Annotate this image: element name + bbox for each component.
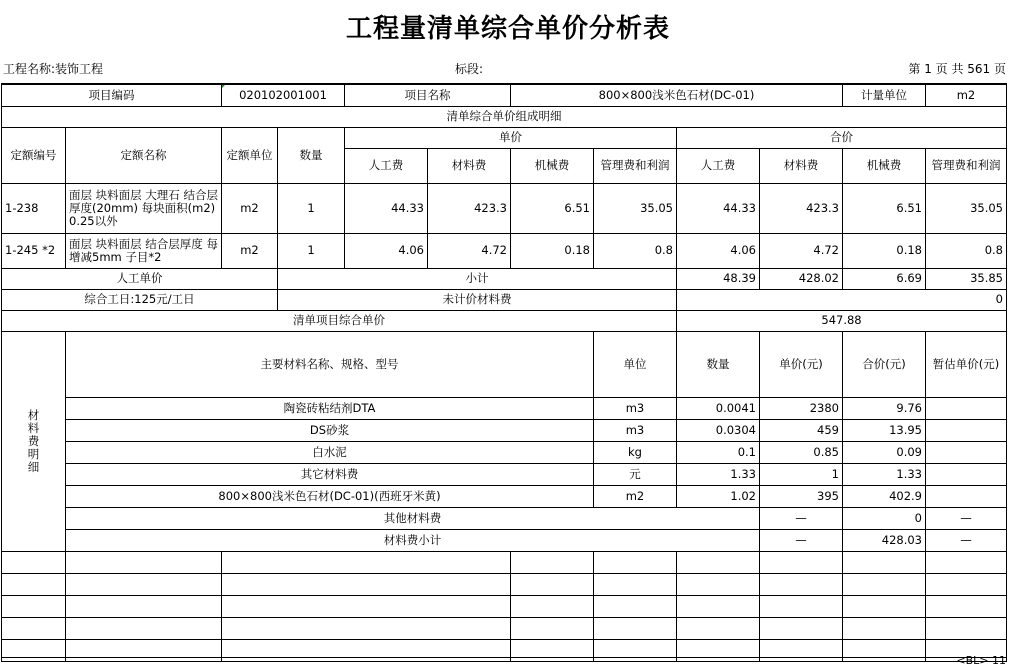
mgmt-total: 35.05 (926, 183, 1007, 233)
labor-header: 人工费 (677, 148, 760, 183)
quantity: 1 (278, 233, 345, 268)
page-info: 第 1 页 共 561 页 (908, 62, 1006, 76)
mgmt-price: 0.8 (594, 233, 677, 268)
material-detail-side-label: 材 料 费 明 细 (2, 331, 66, 551)
material-total: 423.3 (760, 183, 843, 233)
mgmt-price: 35.05 (594, 183, 677, 233)
subtotal-mgmt: 35.85 (926, 268, 1007, 289)
unit-price-header: 单价 (345, 127, 677, 148)
machine-total: 6.51 (843, 183, 926, 233)
labor-total: 44.33 (677, 183, 760, 233)
machine-price: 6.51 (511, 183, 594, 233)
material-name: 其它材料费 (66, 463, 594, 485)
item-name-label: 项目名称 (345, 84, 511, 106)
item-code-label: 项目编码 (2, 84, 222, 106)
labor-price: 4.06 (345, 233, 428, 268)
labor-price: 44.33 (345, 183, 428, 233)
other-material-label: 其他材料费 (66, 507, 760, 529)
quota-code: 1-238 (2, 183, 66, 233)
est-unit-price (926, 441, 1007, 463)
material-price: 1 (760, 463, 843, 485)
unit-value: m2 (926, 84, 1007, 106)
material-total: 4.72 (760, 233, 843, 268)
labor-total: 4.06 (677, 233, 760, 268)
labor-price-label: 人工单价 (2, 268, 278, 289)
material-name: 陶瓷砖粘结剂DTA (66, 397, 594, 419)
subtotal-machine: 6.69 (843, 268, 926, 289)
other-material-est-price: — (926, 507, 1007, 529)
material-name: 800×800浅米色石材(DC-01)(西班牙米黄) (66, 485, 594, 507)
composite-price-value: 547.88 (677, 310, 1007, 331)
project-name: 装饰工程 (55, 62, 104, 76)
quantity-header: 数量 (278, 127, 345, 183)
material-name-header: 主要材料名称、规格、型号 (66, 331, 594, 397)
workday-label: 综合工日:125元/工日 (2, 289, 278, 310)
project-name-line (3, 60, 103, 77)
material-unit-price-header: 单价(元) (760, 331, 843, 397)
page-title: 工程量清单综合单价分析表 (345, 14, 670, 44)
material-qty: 0.0041 (677, 397, 760, 419)
unit-label: 计量单位 (843, 84, 926, 106)
quota-code-header: 定额编号 (2, 127, 66, 183)
machine-header: 机械费 (511, 148, 594, 183)
material-unit: 元 (594, 463, 677, 485)
mgmt-header: 管理费和利润 (926, 148, 1007, 183)
table-row (2, 233, 1007, 268)
material-subtotal-price: — (760, 529, 843, 551)
material-subtotal-total: 428.03 (843, 529, 926, 551)
table-row (2, 463, 1007, 485)
empty-row (2, 595, 1007, 617)
subtotal-labor: 48.39 (677, 268, 760, 289)
material-qty-header: 数量 (677, 331, 760, 397)
material-total: 0.09 (843, 441, 926, 463)
machine-header: 机械费 (843, 148, 926, 183)
item-name: 800×800浅米色石材(DC-01) (511, 84, 843, 106)
total-price-header: 合价 (677, 127, 1007, 148)
project-label: 工程名称: (3, 62, 56, 76)
table-row (2, 485, 1007, 507)
material-price: 423.3 (428, 183, 511, 233)
empty-row (2, 617, 1007, 639)
subtotal-material: 428.02 (760, 268, 843, 289)
material-total: 13.95 (843, 419, 926, 441)
other-material-total: 0 (843, 507, 926, 529)
item-code: 020102001001 (222, 84, 345, 106)
material-price: 459 (760, 419, 843, 441)
material-unit: m2 (594, 485, 677, 507)
est-unit-price (926, 419, 1007, 441)
est-unit-price (926, 397, 1007, 419)
material-name: DS砂浆 (66, 419, 594, 441)
analysis-table (1, 83, 1007, 662)
material-total-price-header: 合价(元) (843, 331, 926, 397)
machine-price: 0.18 (511, 233, 594, 268)
composite-price-label: 清单项目综合单价 (2, 310, 677, 331)
material-unit: kg (594, 441, 677, 463)
material-price: 2380 (760, 397, 843, 419)
other-material-price: — (760, 507, 843, 529)
quota-name: 面层 块料面层 结合层厚度 每增减5mm 子目*2 (66, 233, 222, 268)
quantity: 1 (278, 183, 345, 233)
subtotal-label: 小计 (278, 268, 677, 289)
empty-row (2, 573, 1007, 595)
empty-row (2, 551, 1007, 573)
material-total: 402.9 (843, 485, 926, 507)
table-row (2, 441, 1007, 463)
material-unit-header: 单位 (594, 331, 677, 397)
quota-name-header: 定额名称 (66, 127, 222, 183)
unpriced-material-label: 未计价材料费 (278, 289, 677, 310)
material-qty: 1.02 (677, 485, 760, 507)
material-price: 4.72 (428, 233, 511, 268)
material-header: 材料费 (760, 148, 843, 183)
quota-code: 1-245 *2 (2, 233, 66, 268)
section-label: 标段: (455, 62, 484, 76)
material-qty: 0.0304 (677, 419, 760, 441)
table-row (2, 183, 1007, 233)
mgmt-header: 管理费和利润 (594, 148, 677, 183)
material-header: 材料费 (428, 148, 511, 183)
quota-name: 面层 块料面层 大理石 结合层厚度(20mm) 每块面积(m2) 0.25以外 (66, 183, 222, 233)
material-total: 1.33 (843, 463, 926, 485)
labor-header: 人工费 (345, 148, 428, 183)
material-unit: m3 (594, 419, 677, 441)
material-subtotal-est-price: — (926, 529, 1007, 551)
est-unit-price-header: 暂估单价(元) (926, 331, 1007, 397)
material-qty: 1.33 (677, 463, 760, 485)
table-row (2, 397, 1007, 419)
composition-title: 清单综合单价组成明细 (2, 106, 1007, 127)
bottom-border (1, 657, 1006, 658)
quota-unit: m2 (222, 233, 278, 268)
material-total: 9.76 (843, 397, 926, 419)
unpriced-material-value: 0 (677, 289, 1007, 310)
cut-off-footer-text: <BL> 11 (956, 654, 1006, 667)
machine-total: 0.18 (843, 233, 926, 268)
material-price: 0.85 (760, 441, 843, 463)
mgmt-total: 0.8 (926, 233, 1007, 268)
est-unit-price (926, 463, 1007, 485)
quota-unit-header: 定额单位 (222, 127, 278, 183)
table-row (2, 419, 1007, 441)
est-unit-price (926, 485, 1007, 507)
material-price: 395 (760, 485, 843, 507)
material-subtotal-label: 材料费小计 (66, 529, 760, 551)
material-name: 白水泥 (66, 441, 594, 463)
material-unit: m3 (594, 397, 677, 419)
quota-unit: m2 (222, 183, 278, 233)
material-qty: 0.1 (677, 441, 760, 463)
